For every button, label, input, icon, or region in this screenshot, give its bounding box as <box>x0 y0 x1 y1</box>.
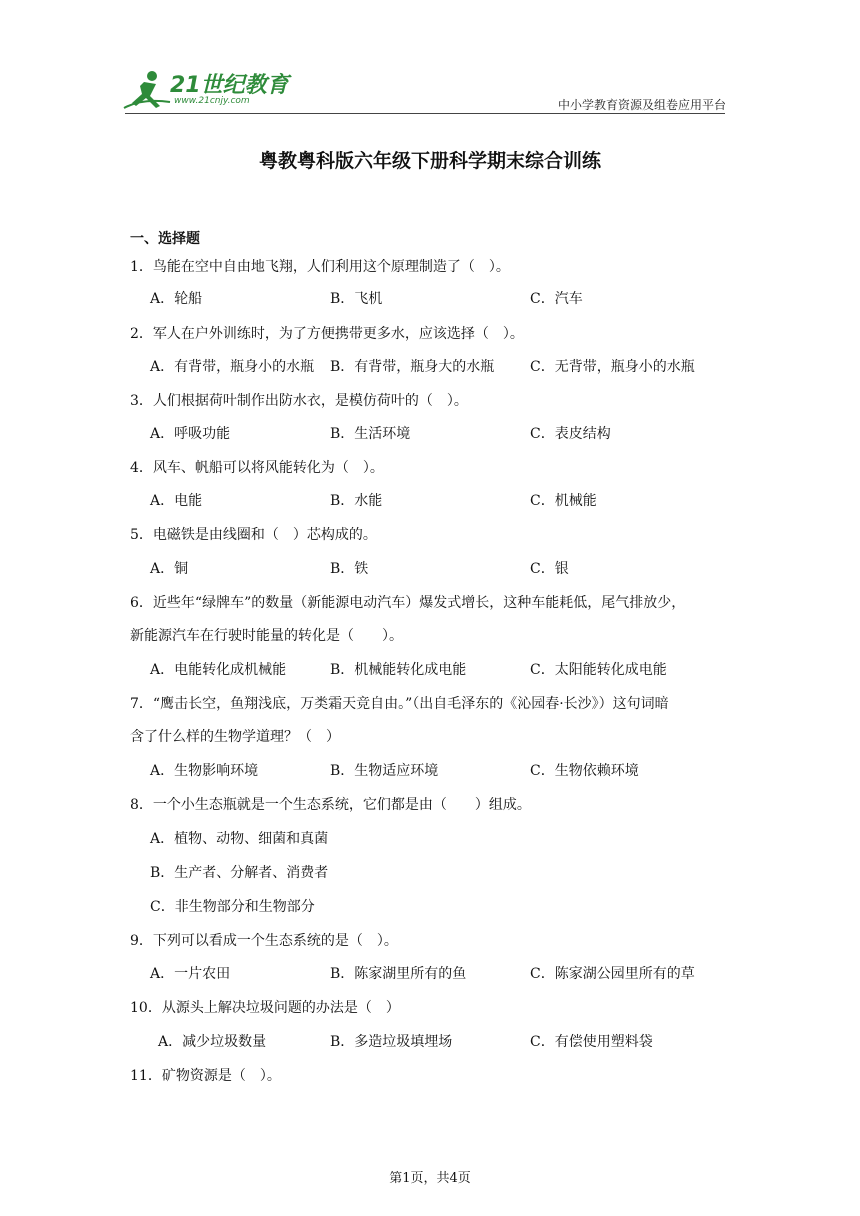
option-a: A．植物、动物、细菌和真菌 <box>150 831 329 847</box>
page-number: 第1页，共4页 <box>389 1171 471 1186</box>
question-stem: 7．“鹰击长空，鱼翔浅底，万类霜天竞自由。”（出自毛泽东的《沁园春·长沙》）这句词暗 <box>130 696 669 712</box>
question-stem: 4．风车、帆船可以将风能转化为（ ）。 <box>130 460 384 476</box>
option-a: A．轮船 <box>150 291 203 307</box>
option-b: B．飞机 <box>330 291 383 307</box>
option-c: C．表皮结构 <box>530 426 611 442</box>
option-c: C．有偿使用塑料袋 <box>530 1034 653 1050</box>
question-stem-continued: 含了什么样的生物学道理？（ ） <box>130 729 340 745</box>
page-header <box>0 0 860 120</box>
question-stem: 5．电磁铁是由线圈和（ ）芯构成的。 <box>130 527 377 543</box>
question-stem: 3．人们根据荷叶制作出防水衣，是模仿荷叶的（ ）。 <box>130 393 468 409</box>
option-b: B．机械能转化成电能 <box>330 662 467 678</box>
option-b: B．有背带，瓶身大的水瓶 <box>330 359 495 375</box>
option-c: C．机械能 <box>530 493 597 509</box>
option-b: B．铁 <box>330 561 369 577</box>
option-c: C．陈家湖公园里所有的草 <box>530 966 695 982</box>
option-c: C．非生物部分和生物部分 <box>150 899 315 915</box>
option-c: C．汽车 <box>530 291 583 307</box>
platform-label: 中小学教育资源及组卷应用平台 <box>557 98 726 112</box>
question-stem: 11．矿物资源是（ ）。 <box>130 1068 281 1084</box>
option-a: A．减少垃圾数量 <box>158 1034 267 1050</box>
question-stem: 9．下列可以看成一个生态系统的是（ ）。 <box>130 933 398 949</box>
question-stem: 2．军人在户外训练时，为了方便携带更多水，应该选择（ ）。 <box>130 326 524 342</box>
option-c: C．银 <box>530 561 569 577</box>
question-stem: 8．一个小生态瓶就是一个生态系统，它们都是由（ ）组成。 <box>130 797 531 813</box>
logo <box>122 68 292 118</box>
page-title: 粤教粤科版六年级下册科学期末综合训练 <box>258 150 601 172</box>
header-divider <box>125 113 725 114</box>
question-stem: 10．从源头上解决垃圾问题的办法是（ ） <box>130 1000 400 1016</box>
runner-logo-icon <box>122 68 174 112</box>
logo-text: 21世纪教育 <box>170 73 289 98</box>
option-a: A．电能转化成机械能 <box>150 662 287 678</box>
option-b: B．生活环境 <box>330 426 411 442</box>
option-c: C．无背带，瓶身小的水瓶 <box>530 359 695 375</box>
option-a: A．电能 <box>150 493 203 509</box>
option-b: B．陈家湖里所有的鱼 <box>330 966 467 982</box>
question-stem-continued: 新能源汽车在行驶时能量的转化是（ ）。 <box>130 628 403 644</box>
section-heading: 一、选择题 <box>130 231 200 247</box>
question-stem: 6．近些年“绿牌车”的数量（新能源电动汽车）爆发式增长，这种车能耗低，尾气排放少， <box>130 595 686 611</box>
option-a: A．有背带，瓶身小的水瓶 <box>150 359 315 375</box>
option-b: B．生产者、分解者、消费者 <box>150 865 329 881</box>
option-a: A．一片农田 <box>150 966 231 982</box>
option-a: A．铜 <box>150 561 189 577</box>
option-b: B．生物适应环境 <box>330 763 439 779</box>
option-a: A．生物影响环境 <box>150 763 259 779</box>
option-c: C．生物依赖环境 <box>530 763 639 779</box>
logo-url: www.21cnjy.com <box>174 96 250 106</box>
option-b: B．多造垃圾填埋场 <box>330 1034 453 1050</box>
question-stem: 1．鸟能在空中自由地飞翔，人们利用这个原理制造了（ ）。 <box>130 259 510 275</box>
option-c: C．太阳能转化成电能 <box>530 662 667 678</box>
option-b: B．水能 <box>330 493 383 509</box>
option-a: A．呼吸功能 <box>150 426 231 442</box>
